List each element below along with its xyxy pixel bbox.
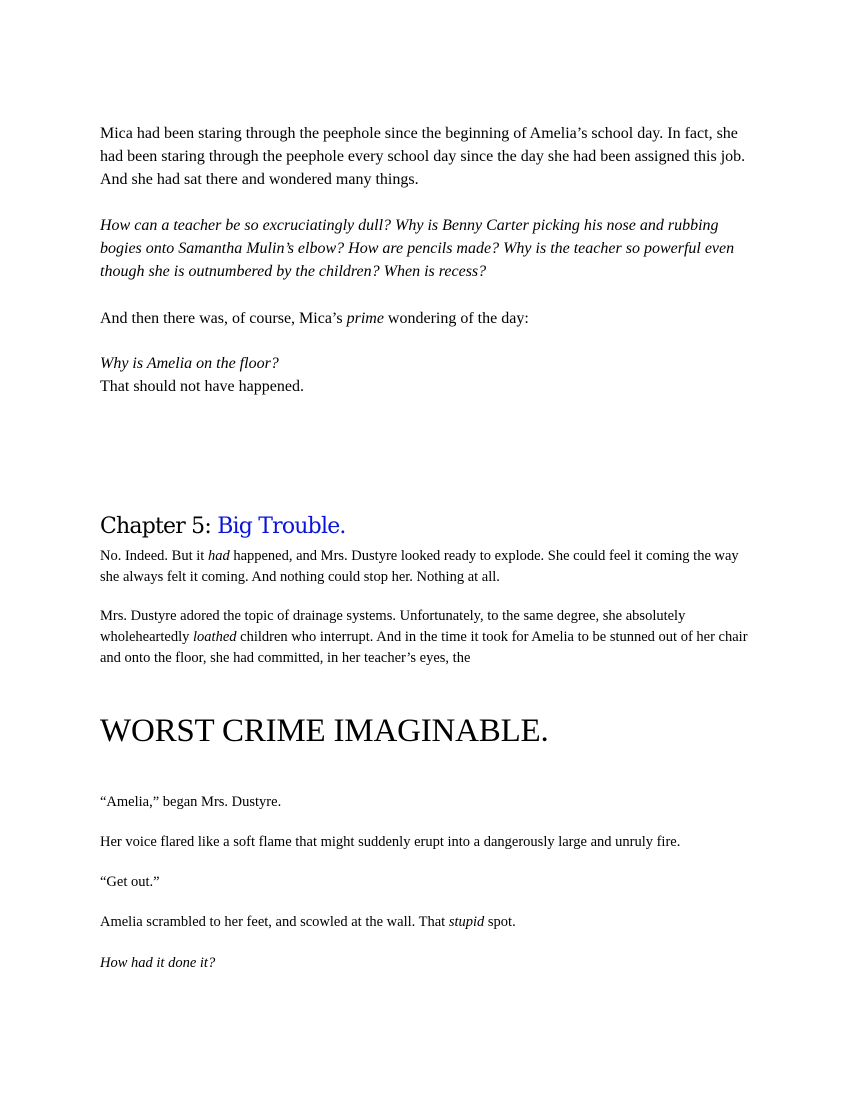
- intro-question-floor: Why is Amelia on the floor?: [100, 355, 279, 372]
- dialogue-get-out: “Get out.”: [100, 874, 160, 890]
- intro-paragraph-prime: [100, 307, 760, 330]
- text-run: spot.: [484, 914, 516, 930]
- emphasis-stupid: stupid: [448, 914, 485, 930]
- body-paragraph-explode: [100, 546, 755, 588]
- chapter-label: Chapter 5:: [100, 514, 218, 539]
- chapter-title-link[interactable]: Big Trouble.: [217, 514, 346, 539]
- worst-crime-heading: WORST CRIME IMAGINABLE.: [100, 713, 549, 749]
- chapter-heading: [100, 511, 346, 543]
- text-run: Amelia scrambled to her feet, and scowled at the wall. That: [100, 914, 449, 930]
- text-run: Mrs. Dustyre adored the topic of drainage systems. Unfortunately, to the same degree, she absolutely wholeheartedly: [100, 608, 686, 645]
- text-run: wondering of the day:: [383, 310, 529, 327]
- emphasis-had: had: [207, 548, 230, 564]
- body-paragraph-voice: Her voice flared like a soft flame that might suddenly erupt into a dangerously large and unruly fire.: [100, 834, 681, 850]
- intro-paragraph-questions: How can a teacher be so excruciatingly dull? Why is Benny Carter picking his nose and rubbing bogies onto Samantha Mulin’s elbow? How are pencils made? Why is the teacher so powerful even though she is outnumbered by the children? When is recess?: [100, 217, 735, 280]
- text-run: children who interrupt. And in the time it took for Amelia to be stunned out of her chair and onto the floor, she had committed, in her teacher’s eyes, the: [100, 629, 748, 666]
- intro-paragraph-1: Mica had been staring through the peephole since the beginning of Amelia’s school day. In fact, she had been staring through the peephole every school day since the day she had been assigned this job. And she had sat there and wondered many things.: [100, 125, 746, 188]
- dialogue-amelia: “Amelia,” began Mrs. Dustyre.: [100, 794, 282, 810]
- body-paragraph-drainage: [100, 606, 760, 669]
- emphasis-prime: prime: [346, 310, 384, 327]
- text-run: And then there was, of course, Mica’s: [100, 310, 347, 327]
- intro-paragraph-should-not: That should not have happened.: [100, 378, 304, 395]
- text-run: happened, and Mrs. Dustyre looked ready to explode. She could feel it coming the way she always felt it coming. And nothing could stop her. Nothing at all.: [100, 548, 739, 585]
- body-paragraph-scramble: [100, 912, 516, 933]
- text-run: No. Indeed. But it: [100, 548, 208, 564]
- body-question-how: How had it done it?: [100, 955, 216, 971]
- emphasis-loathed: loathed: [193, 629, 237, 645]
